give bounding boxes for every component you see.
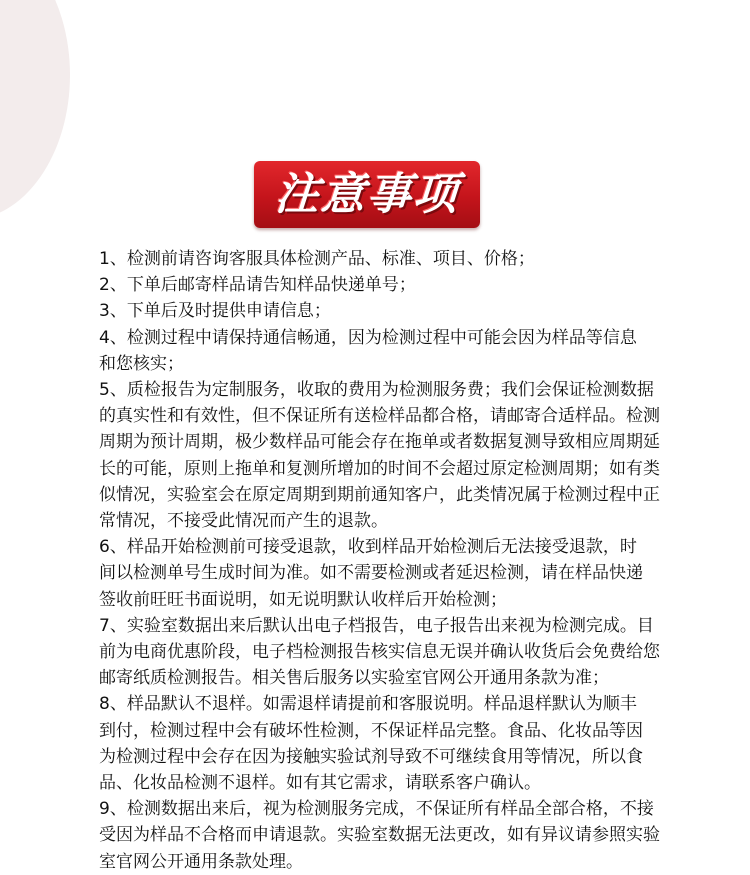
note-item-1	[99, 246, 659, 272]
note-line: 前为电商优惠阶段，电子档检测报告核实信息无误并确认收货后会免费给您	[99, 642, 660, 663]
note-line: 长的可能，原则上拖单和复测所增加的时间不会超过原定检测周期；如有类	[99, 458, 660, 479]
note-item-9	[99, 796, 659, 875]
note-line: 受因为样品不合格而申请退款。实验室数据无法更改，如有异议请参照实验	[99, 825, 660, 846]
page-title: 注意事项	[273, 168, 461, 220]
title-banner	[254, 161, 480, 228]
note-line: 7、实验室数据出来后默认出电子档报告，电子报告出来视为检测完成。目	[99, 615, 654, 636]
note-line: 1、检测前请咨询客服具体检测产品、标准、项目、价格；	[99, 249, 535, 269]
note-item-4	[99, 325, 659, 377]
note-line: 9、检测数据出来后，视为检测服务完成，不保证所有样品全部合格，不接	[99, 799, 654, 820]
note-line: 的真实性和有效性，但不保证所有送检样品都合格，请邮寄合适样品。检测	[99, 406, 660, 427]
note-line: 和您核实；	[99, 353, 184, 374]
note-item-6	[99, 534, 659, 613]
decorative-corner-circle	[0, 0, 70, 220]
note-line: 室官网公开通用条款处理。	[99, 851, 303, 872]
note-item-7	[99, 613, 659, 692]
note-item-2	[99, 272, 659, 298]
note-line: 品、化妆品检测不退样。如有其它需求，请联系客户确认。	[99, 773, 541, 794]
note-line: 似情况，实验室会在原定周期到期前通知客户，此类情况属于检测过程中正	[99, 484, 660, 505]
note-line: 常情况，不接受此情况而产生的退款。	[99, 511, 388, 532]
note-item-3	[99, 298, 659, 324]
note-line: 3、下单后及时提供申请信息；	[99, 301, 331, 322]
note-line: 为检测过程中会存在因为接触实验试剂导致不可继续食用等情况，所以食	[99, 746, 643, 767]
note-line: 签收前旺旺书面说明，如无说明默认收样后开始检测；	[99, 589, 507, 610]
notes-list	[99, 246, 659, 875]
note-line: 8、样品默认不退样。如需退样请提前和客服说明。样品退样默认为顺丰	[99, 694, 637, 715]
note-line: 2、下单后邮寄样品请告知样品快递单号；	[99, 275, 416, 296]
note-line: 间以检测单号生成时间为准。如不需要检测或者延迟检测，请在样品快递	[99, 563, 643, 584]
note-line: 4、检测过程中请保持通信畅通，因为检测过程中可能会因为样品等信息	[99, 327, 637, 348]
note-item-8	[99, 691, 659, 796]
note-line: 到付，检测过程中会有破坏性检测，不保证样品完整。食品、化妆品等因	[99, 720, 643, 741]
note-line: 周期为预计周期，极少数样品可能会存在拖单或者数据复测导致相应周期延	[99, 432, 660, 453]
note-line: 6、样品开始检测前可接受退款，收到样品开始检测后无法接受退款，时	[99, 537, 637, 558]
note-line: 邮寄纸质检测报告。相关售后服务以实验室官网公开通用条款为准；	[99, 668, 609, 689]
note-item-5	[99, 377, 659, 534]
note-line: 5、质检报告为定制服务，收取的费用为检测服务费；我们会保证检测数据	[99, 380, 654, 401]
